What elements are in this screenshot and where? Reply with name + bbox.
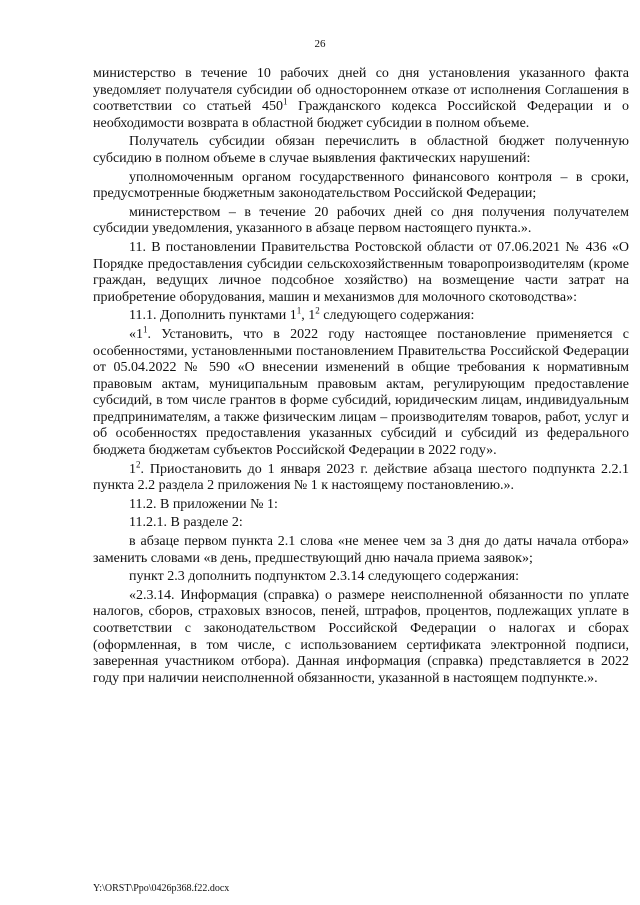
paragraph-text: , 1 [301, 308, 316, 324]
paragraph-text: 1 [129, 461, 136, 477]
paragraph-text: 11.2.1. В разделе 2: [129, 515, 243, 531]
paragraph-p2 [93, 134, 629, 167]
paragraph-p6 [93, 305, 629, 325]
paragraph-p11 [93, 534, 629, 567]
paragraph-p1 [93, 66, 629, 132]
paragraph-p5 [93, 240, 629, 306]
file-path-footer: Y:\ORST\Ppo\0426p368.f22.docx [93, 883, 230, 894]
paragraph-text: министерство в течение 10 рабочих дней со дня установления указанного факта уведомляет получателя субсидии об одностороннем отказе от исполнения Соглашения в соответствии со статьей 450 [93, 66, 629, 115]
paragraph-text: Гражданского кодекса Российской Федерации и о необходимости возврата в областной бюджет субсидии в полном объеме. [93, 99, 629, 131]
paragraph-text: 11.2. В приложении № 1: [129, 496, 278, 512]
superscript: 1 [296, 305, 302, 316]
paragraph-text: . Приостановить до 1 января 2023 г. действие абзаца шестого подпункта 2.2.1 пункта 2.2 раздела 2 приложения № 1 к настоящему постановлению.». [93, 461, 629, 494]
superscript: 1 [282, 96, 288, 107]
paragraph-text: 11. В постановлении Правительства Ростовской области от 07.06.2021 № 436 «О Порядке предоставления субсидии сельскохозяйственным товаропроизводителям (кроме граждан, ведущих личное подсобное хозяйство) на возмещение части затрат на приобретение оборудования, машин и механизмов для молочного скотоводства»: [93, 239, 629, 305]
paragraph-text: «1 [129, 326, 143, 342]
paragraph-p13 [93, 588, 629, 688]
superscript: 2 [136, 459, 141, 469]
paragraph-text: . Установить, что в 2022 году настоящее постановление применяется с особенностями, установленными постановлением Правительства Российской Федерации от 05.04.2022 № 590 «О внесении изменений в общие требования к нормативным правовым актам, муниципальным правовым актам, регулирующим предоставление субсидий, в том числе грантов в форме субсидий, юридическим лицам, индивидуальным предпринимателям, а также физическим лицам – производителям товаров, работ, услуг и об особенностях предоставления указанных субсидий и субсидий из федерального бюджета бюджетам субъектов Российской Федерации в 2022 году». [93, 326, 629, 459]
paragraph-text: Получатель субсидии обязан перечислить в областной бюджет полученную субсидию в полном объеме в случае выявления фактических нарушений: [93, 134, 629, 166]
paragraph-p9 [93, 497, 629, 514]
superscript: 2 [315, 305, 320, 316]
paragraph-p3 [93, 170, 629, 203]
paragraph-text: 11.1. Дополнить пунктами 1 [129, 308, 297, 324]
superscript: 1 [143, 324, 148, 335]
paragraph-p7 [93, 324, 629, 460]
paragraph-text: пункт 2.3 дополнить подпунктом 2.3.14 следующего содержания: [129, 569, 520, 585]
paragraph-text: следующего содержания: [319, 308, 475, 324]
paragraph-text: министерством – в течение 20 рабочих дней со дня получения получателем субсидии уведомления, указанного в абзаце первом настоящего пункта.». [93, 204, 629, 237]
page-number: 26 [314, 38, 326, 50]
paragraph-p12 [93, 569, 629, 586]
paragraph-p4 [93, 205, 629, 238]
paragraph-p8 [93, 459, 629, 495]
paragraph-text: «2.3.14. Информация (справка) о размере неисполненной обязанности по уплате налогов, сборов, страховых взносов, пеней, штрафов, процентов, подлежащих уплате в соответствии с законодательством Российской Федерации о налогах и сборах (оформленная, в том числе, с использованием сертификата электронной подписи, заверенная участником отбора). Данная информация (справка) представляется в 2022 году при наличии неисполненной обязанности, указанной в настоящем подпункте.». [93, 587, 629, 686]
paragraph-p10 [93, 515, 629, 532]
document-body [93, 66, 629, 689]
paragraph-text: уполномоченным органом государственного финансового контроля – в сроки, предусмотренные бюджетным законодательством Российской Федерации; [93, 169, 629, 202]
paragraph-text: в абзаце первом пункта 2.1 слова «не менее чем за 3 дня до даты начала отбора» заменить словами «в день, предшествующий дню начала приема заявок»; [93, 534, 629, 566]
